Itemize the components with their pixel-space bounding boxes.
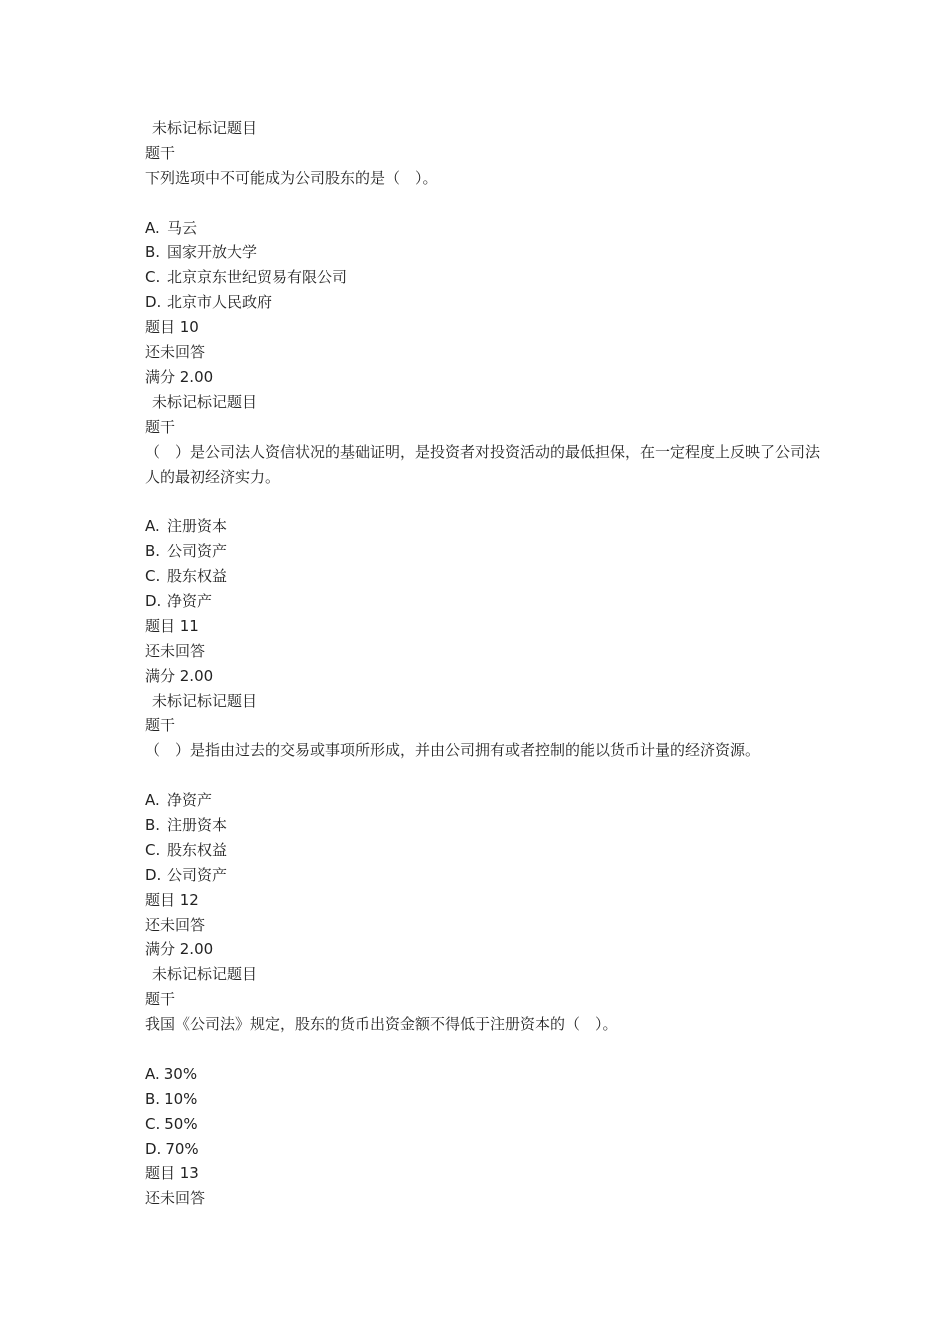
option-text: 净资产	[167, 591, 213, 610]
option-a[interactable]	[145, 788, 825, 813]
option-c[interactable]	[145, 838, 825, 863]
option-text: 30%	[163, 1064, 198, 1083]
option-key: A.	[145, 1064, 160, 1083]
option-key: B.	[145, 816, 161, 834]
stem-label: 题干	[145, 716, 176, 735]
question-block	[145, 116, 825, 315]
option-text: 注册资本	[167, 816, 228, 834]
option-d[interactable]	[145, 1137, 825, 1162]
option-a[interactable]	[145, 216, 825, 241]
option-c[interactable]	[145, 265, 825, 290]
option-key: B.	[145, 243, 161, 262]
option-text: 股东权益	[167, 567, 228, 586]
option-a[interactable]	[145, 514, 825, 539]
question-stem: （ ）是公司法人资信状况的基础证明，是投资者对投资活动的最低担保，在一定程度上反映了公司法人的最初经济实力。	[145, 442, 821, 486]
option-b[interactable]	[145, 539, 825, 564]
flag-question-link[interactable]: 未标记标记题目	[152, 119, 258, 137]
option-key: D.	[145, 293, 162, 312]
question-block	[145, 1161, 825, 1211]
option-c[interactable]	[145, 564, 825, 589]
option-key: C.	[145, 1114, 161, 1133]
option-b[interactable]	[145, 813, 825, 838]
spacer	[145, 1037, 825, 1062]
question-status: 还未回答	[145, 915, 206, 934]
option-d[interactable]	[145, 589, 825, 614]
question-number: 题目 10	[145, 318, 199, 337]
stem-label: 题干	[145, 990, 176, 1009]
question-status: 还未回答	[145, 641, 206, 660]
option-b[interactable]	[145, 240, 825, 265]
option-text: 50%	[164, 1114, 198, 1133]
question-number: 题目 12	[145, 890, 199, 909]
question-block	[145, 315, 825, 614]
question-stem: 下列选项中不可能成为公司股东的是（ ）。	[145, 168, 438, 187]
option-b[interactable]	[145, 1087, 825, 1112]
option-key: C.	[145, 567, 161, 586]
question-stem: （ ）是指由过去的交易或事项所形成，并由公司拥有或者控制的能以货币计量的经济资源。	[145, 741, 761, 760]
flag-question-link[interactable]: 未标记标记题目	[152, 965, 258, 984]
option-text: 净资产	[167, 791, 213, 810]
question-block	[145, 888, 825, 1162]
option-c[interactable]	[145, 1112, 825, 1137]
option-a[interactable]	[145, 1062, 825, 1087]
stem-label: 题干	[145, 417, 176, 436]
question-score: 满分 2.00	[145, 367, 214, 386]
option-key: A.	[145, 517, 160, 536]
option-key: B.	[145, 542, 161, 561]
flag-question-link[interactable]: 未标记标记题目	[152, 691, 258, 710]
question-status: 还未回答	[145, 1189, 206, 1208]
option-key: D.	[145, 865, 162, 884]
option-key: A.	[145, 791, 160, 810]
option-text: 马云	[167, 218, 198, 237]
option-key: D.	[145, 591, 162, 610]
option-key: A.	[145, 218, 160, 237]
option-text: 注册资本	[167, 517, 228, 536]
option-text: 北京市人民政府	[167, 293, 273, 312]
stem-label: 题干	[145, 143, 176, 162]
option-d[interactable]	[145, 863, 825, 888]
question-number: 题目 13	[145, 1164, 199, 1183]
question-stem: 我国《公司法》规定，股东的货币出资金额不得低于注册资本的（ ）。	[145, 1015, 618, 1034]
option-key: D.	[145, 1139, 162, 1158]
option-text: 10%	[164, 1089, 198, 1108]
option-text: 70%	[165, 1139, 199, 1158]
option-text: 股东权益	[167, 840, 228, 859]
spacer	[145, 763, 825, 788]
spacer	[145, 489, 825, 514]
option-key: B.	[145, 1089, 161, 1108]
question-number: 题目 11	[145, 616, 199, 635]
question-score: 满分 2.00	[145, 940, 214, 959]
option-text: 国家开放大学	[167, 243, 258, 262]
question-block	[145, 614, 825, 888]
option-text: 北京京东世纪贸易有限公司	[167, 268, 348, 287]
option-key: C.	[145, 840, 161, 859]
option-text: 公司资产	[167, 542, 228, 561]
flag-question-link[interactable]: 未标记标记题目	[152, 392, 258, 411]
option-d[interactable]	[145, 290, 825, 315]
question-status: 还未回答	[145, 343, 206, 362]
option-key: C.	[145, 268, 161, 287]
quiz-content	[145, 116, 825, 1211]
spacer	[145, 191, 825, 216]
option-text: 公司资产	[167, 865, 228, 884]
question-score: 满分 2.00	[145, 666, 214, 685]
